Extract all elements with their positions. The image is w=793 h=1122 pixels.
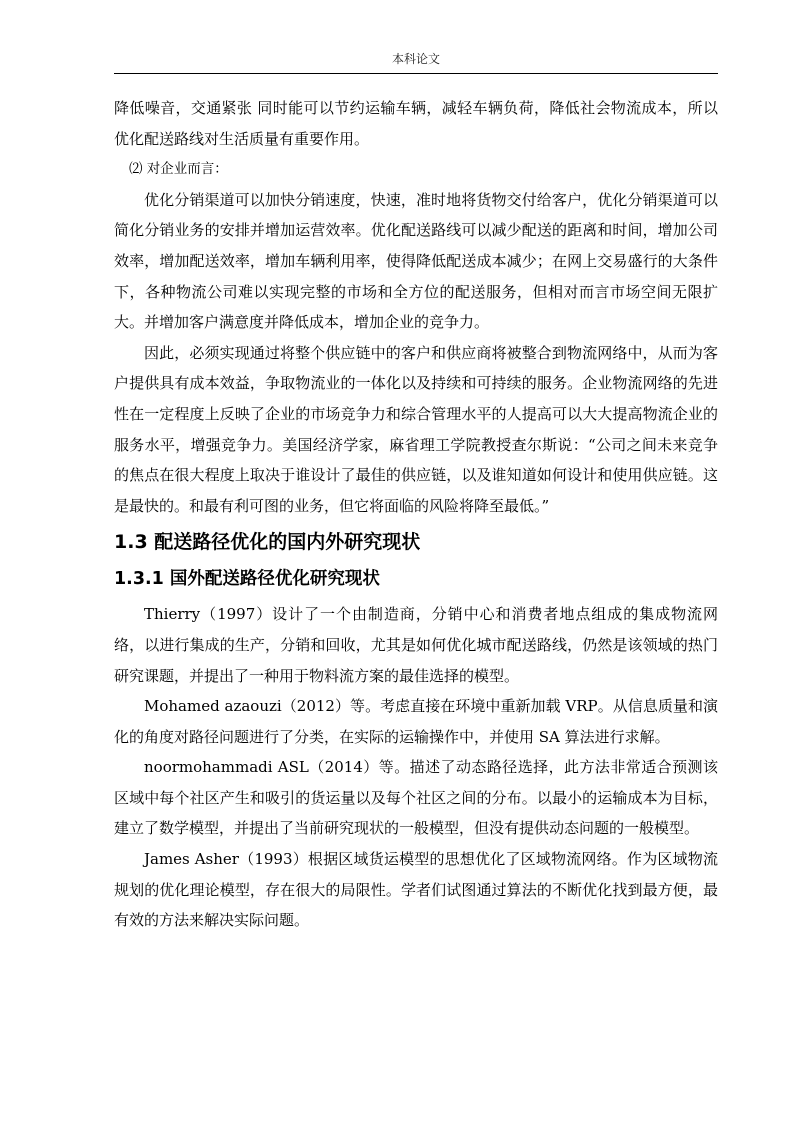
paragraph-azaouzi: Mohamed azaouzi（2012）等。考虑直接在环境中重新加载 VRP。从信息质量和演化的角度对路径问题进行了分类，在实际的运输操作中，并使用 SA 算法进行求解。 <box>114 697 718 746</box>
list-item-enterprise: ⑵ 对企业而言： <box>129 161 228 178</box>
paragraph-supply-chain: 因此，必须实现通过将整个供应链中的客户和供应商将被整合到物流网络中，从而为客户提供具有成本效益，争取物流业的一体化以及持续和可持续的服务。企业物流网络的先进性在一定程度上反映了企业的市场竞争力和综合管理水平的人提高可以大大提高物流企业的服务水平，增强竞争力。美国经济学家，麻省理工学院教授查尔斯说：“公司之间未来竞争的焦点在很大程度上取决于谁设计了最佳的供应链，以及谁知道如何设计和使用供应链。这是最快的。和最有利可图的业务，但它将面临的风险将降至最低。” <box>114 343 718 515</box>
section-heading: 1.3 配送路径优化的国内外研究现状 <box>114 531 421 554</box>
paragraph-distribution-channels: 优化分销渠道可以加快分销速度，快速，准时地将货物交付给客户，优化分销渠道可以简化分销业务的安排并增加运营效率。优化配送路线可以减少配送的距离和时间，增加公司效率，增加配送效率，增加车辆利用率，使得降低配送成本减少；在网上交易盛行的大条件下，各种物流公司难以实现完整的市场和全方位的配送服务，但相对而言市场空间无限扩大。并增加客户满意度并降低成本，增加企业的竞争力。 <box>114 190 718 332</box>
page-header: 本科论文 <box>391 52 440 66</box>
paragraph-thierry: Thierry（1997）设计了一个由制造商，分销中心和消费者地点组成的集成物流网络，以进行集成的生产，分销和回收，尤其是如何优化城市配送路线，仍然是该领域的热门研究课题，并提出了一种用于物料流方案的最佳选择的模型。 <box>114 605 718 685</box>
subsection-heading: 1.3.1 国外配送路径优化研究现状 <box>114 569 380 590</box>
page-content <box>114 93 718 936</box>
paragraph-noormohammadi: noormohammadi ASL（2014）等。描述了动态路径选择，此方法非常适合预测该区域中每个社区产生和吸引的货运量以及每个社区之间的分布。以最小的运输成本为目标，建立了数学模型，并提出了当前研究现状的一般模型，但没有提供动态问题的一般模型。 <box>114 758 718 838</box>
paragraph-social-benefit: 降低噪音，交通紧张 同时能可以节约运输车辆，减轻车辆负荷，降低社会物流成本，所以优化配送路线对生活质量有重要作用。 <box>114 99 718 148</box>
header-divider <box>114 73 718 74</box>
paragraph-asher: James Asher（1993）根据区域货运模型的思想优化了区域物流网络。作为区域物流规划的优化理论模型，存在很大的局限性。学者们试图通过算法的不断优化找到最方便，最有效的方法来解决实际问题。 <box>114 850 718 930</box>
